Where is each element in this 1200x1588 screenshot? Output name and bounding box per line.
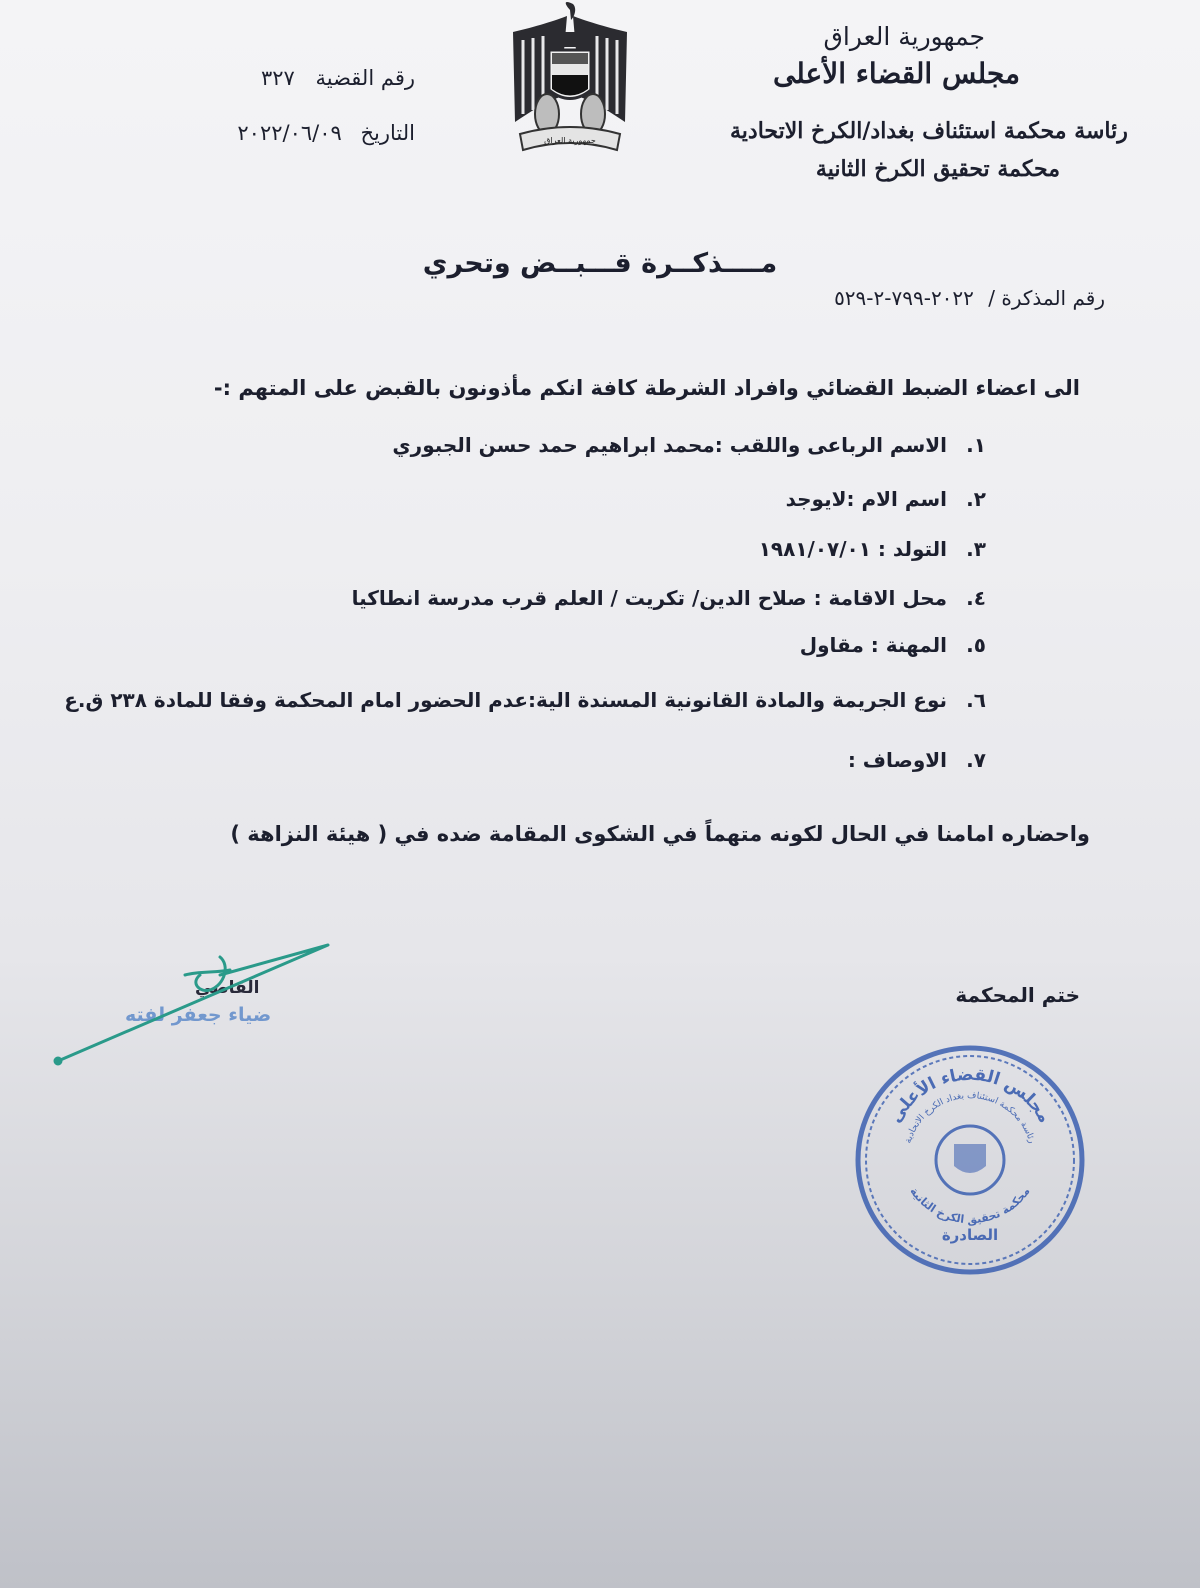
memo-number-line <box>834 286 1105 310</box>
closing-paragraph: واحضاره امامنا في الحال لكونه متهماً في الشكوى المقامة ضده في ( هيئة النزاهة ) <box>230 822 1090 846</box>
list-item <box>352 586 998 610</box>
date-label: التاريخ <box>360 121 415 145</box>
case-number: ٣٢٧ <box>260 66 295 90</box>
item-number: ٥. <box>966 633 986 657</box>
document-title: مــــذكــرة قـــبــض وتحري <box>422 248 778 279</box>
item-number: ١. <box>966 433 986 457</box>
item-number: ٦. <box>966 688 986 712</box>
intro-paragraph: الى اعضاء الضبط القضائي وافراد الشرطة كافة انكم مأذونون بالقبض على المتهم :- <box>213 376 1080 400</box>
iraq-eagle-emblem-icon <box>505 2 635 157</box>
seal-label: ختم المحكمة <box>955 983 1080 1007</box>
court-name: محكمة تحقيق الكرخ الثانية <box>815 156 1060 182</box>
court-seal-icon <box>850 1040 1090 1280</box>
memo-label: رقم المذكرة / <box>988 286 1105 310</box>
judge-label: القاضي <box>195 978 260 998</box>
header-right <box>773 22 1080 98</box>
judge-name: ضياء جعفر لفته <box>125 1004 272 1026</box>
seal-top-text: مجلس القضاء الأعلى <box>885 1064 1055 1127</box>
council-name: مجلس القضاء الأعلى <box>772 57 1020 90</box>
republic-name: جمهورية العراق <box>823 22 985 51</box>
signature-icon <box>50 935 350 1075</box>
list-item <box>759 537 998 561</box>
date-line <box>180 121 415 145</box>
list-item <box>800 633 998 657</box>
date-value: ٢٠٢٢/٠٦/٠٩ <box>237 121 342 145</box>
seal-bottom-text: محكمة تحقيق الكرخ الثانية <box>907 1184 1033 1227</box>
item-number: ٤. <box>966 586 986 610</box>
memo-number: ٢٠٢٢-٧٩٩-٢-٥٢٩ <box>834 286 974 310</box>
case-label: رقم القضية <box>315 66 415 90</box>
item-text: محل الاقامة : صلاح الدين/ تكريت / العلم قرب مدرسة انطاكيا <box>351 586 948 610</box>
item-text: الاوصاف : <box>847 748 948 772</box>
item-number: ٧. <box>966 748 986 772</box>
presidency-name: رئاسة محكمة استئناف بغداد/الكرخ الاتحادية <box>730 118 1128 144</box>
item-number: ٢. <box>966 487 986 511</box>
list-item <box>392 433 998 457</box>
list-item <box>64 688 998 712</box>
seal-middle-text: رئاسة محكمة استئناف بغداد الكرخ الاتحادية <box>903 1090 1037 1145</box>
list-item <box>786 487 998 511</box>
item-text: اسم الام :لايوجد <box>785 487 948 511</box>
seal-footer-text: الصادرة <box>941 1226 999 1244</box>
emblem-ribbon-text: جمهورية العراق <box>544 136 596 145</box>
item-text: الاسم الرباعى واللقب :محمد ابراهيم حمد حسن الجبوري <box>392 433 948 457</box>
item-number: ٣. <box>966 537 986 561</box>
item-text: التولد : ١٩٨١/٠٧/٠١ <box>758 537 948 561</box>
list-item <box>848 748 998 772</box>
svg-text:محكمة تحقيق الكرخ الثانية <box>907 1185 1032 1226</box>
item-text: نوع الجريمة والمادة القانونية المسندة الية:عدم الحضور امام المحكمة وفقا للمادة ٢٣٨ ق.ع <box>64 688 948 712</box>
item-text: المهنة : مقاول <box>799 633 948 657</box>
case-number-line <box>225 66 415 90</box>
